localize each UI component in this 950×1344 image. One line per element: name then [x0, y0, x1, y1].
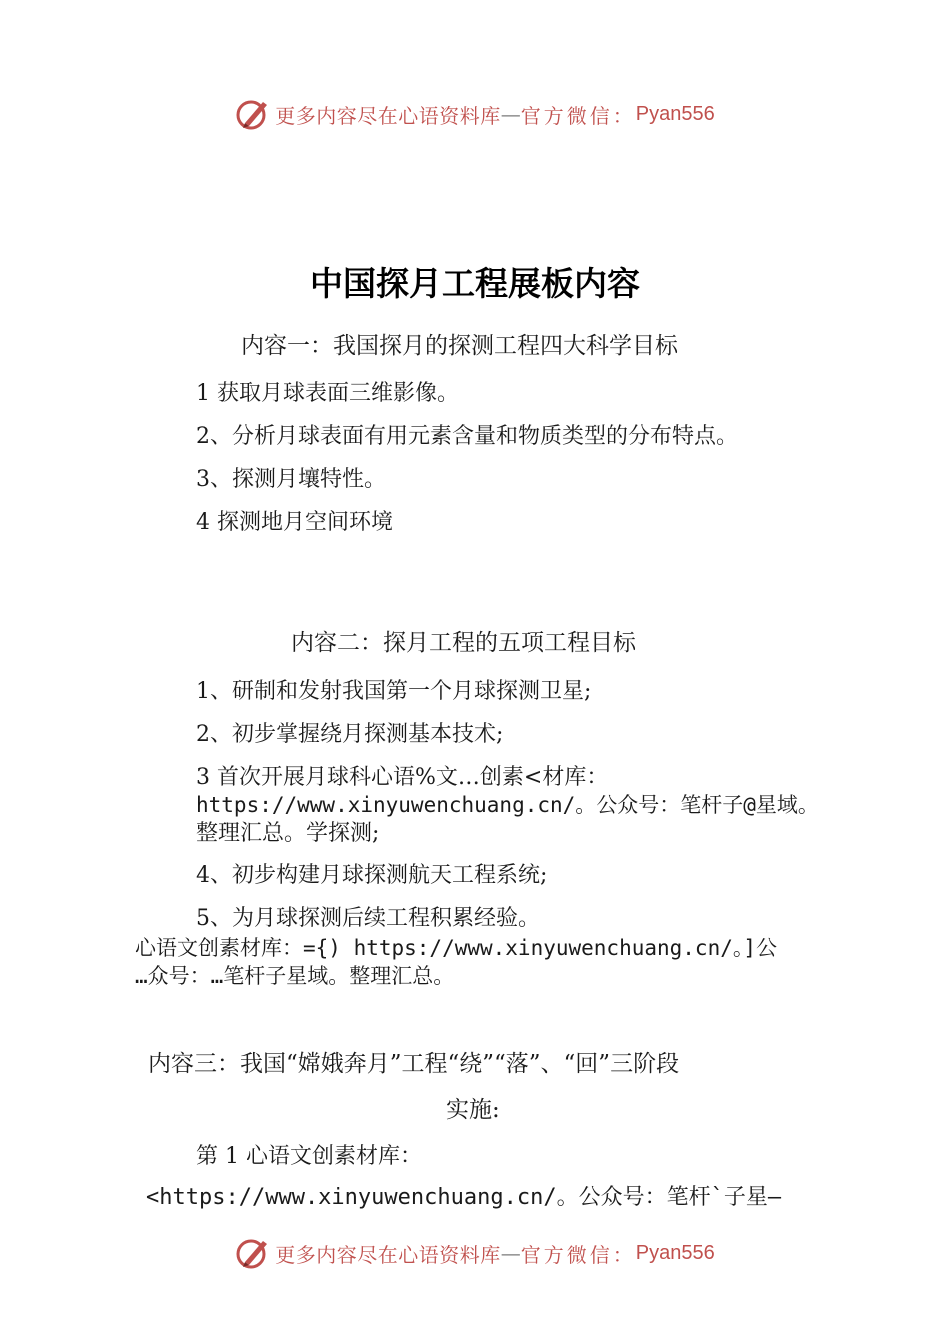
- section2-item-5: 5、为月球探测后续工程积累经验。: [196, 906, 540, 931]
- section2-item-3-line-3: 整理汇总。学探测;: [196, 821, 380, 846]
- section2-item-4: 4、初步构建月球探测航天工程系统;: [196, 863, 548, 888]
- section3-line-2: <https://www.xinyuwenchuang.cn/。公众号：笔杆`子星—: [146, 1185, 782, 1210]
- section2-heading: 内容二：探月工程的五项工程目标: [291, 630, 636, 656]
- section1-item-3: 3、探测月壤特性。: [196, 467, 386, 492]
- footer-banner-text: 更多内容尽在心语资料库: [275, 1242, 501, 1267]
- section2-item-3-line-1: 3 首次开展月球科心语%文…创素<材库：: [196, 765, 609, 790]
- footer-banner-separator: —: [500, 1241, 521, 1265]
- footer-banner: [0, 1233, 950, 1273]
- section3-heading-line-1: 内容三：我国“嫦娥奔月”工程“绕”“落”、“回”三阶段: [148, 1051, 680, 1077]
- page-title: 中国探月工程展板内容: [310, 264, 640, 303]
- section1-heading: 内容一：我国探月的探测工程四大科学目标: [241, 333, 678, 359]
- banner-separator: —: [500, 102, 521, 126]
- section3-heading-line-2: 实施:: [446, 1097, 500, 1123]
- section2-note-line-1: 心语文创素材库：={) https://www.xinyuwenchuang.cn/。]公: [135, 936, 778, 960]
- banner-wechat-id: Pyan556: [635, 102, 715, 125]
- section2-item-3-line-2: https://www.xinyuwenchuang.cn/。公众号：笔杆子@星域。: [196, 793, 819, 817]
- section1-item-2: 2、分析月球表面有用元素含量和物质类型的分布特点。: [196, 424, 738, 449]
- section2-item-1: 1、研制和发射我国第一个月球探测卫星;: [196, 679, 592, 704]
- section2-item-2: 2、初步掌握绕月探测基本技术;: [196, 722, 504, 747]
- section3-line-1: 第 1 心语文创素材库：: [196, 1144, 422, 1169]
- section1-item-4: 4 探测地月空间环境: [196, 510, 393, 535]
- footer-banner-wechat-label: 官方微信：: [520, 1242, 636, 1267]
- banner-text: 更多内容尽在心语资料库: [275, 103, 501, 128]
- banner-wechat-label: 官方微信：: [520, 103, 636, 128]
- section2-note-line-2: …众号：…笔杆子星域。整理汇总。: [135, 964, 455, 988]
- pen-logo-icon: [235, 96, 271, 132]
- header-banner: [0, 94, 950, 134]
- section1-item-1: 1 获取月球表面三维影像。: [196, 381, 459, 406]
- footer-banner-wechat-id: Pyan556: [635, 1241, 715, 1264]
- pen-logo-icon: [235, 1235, 271, 1271]
